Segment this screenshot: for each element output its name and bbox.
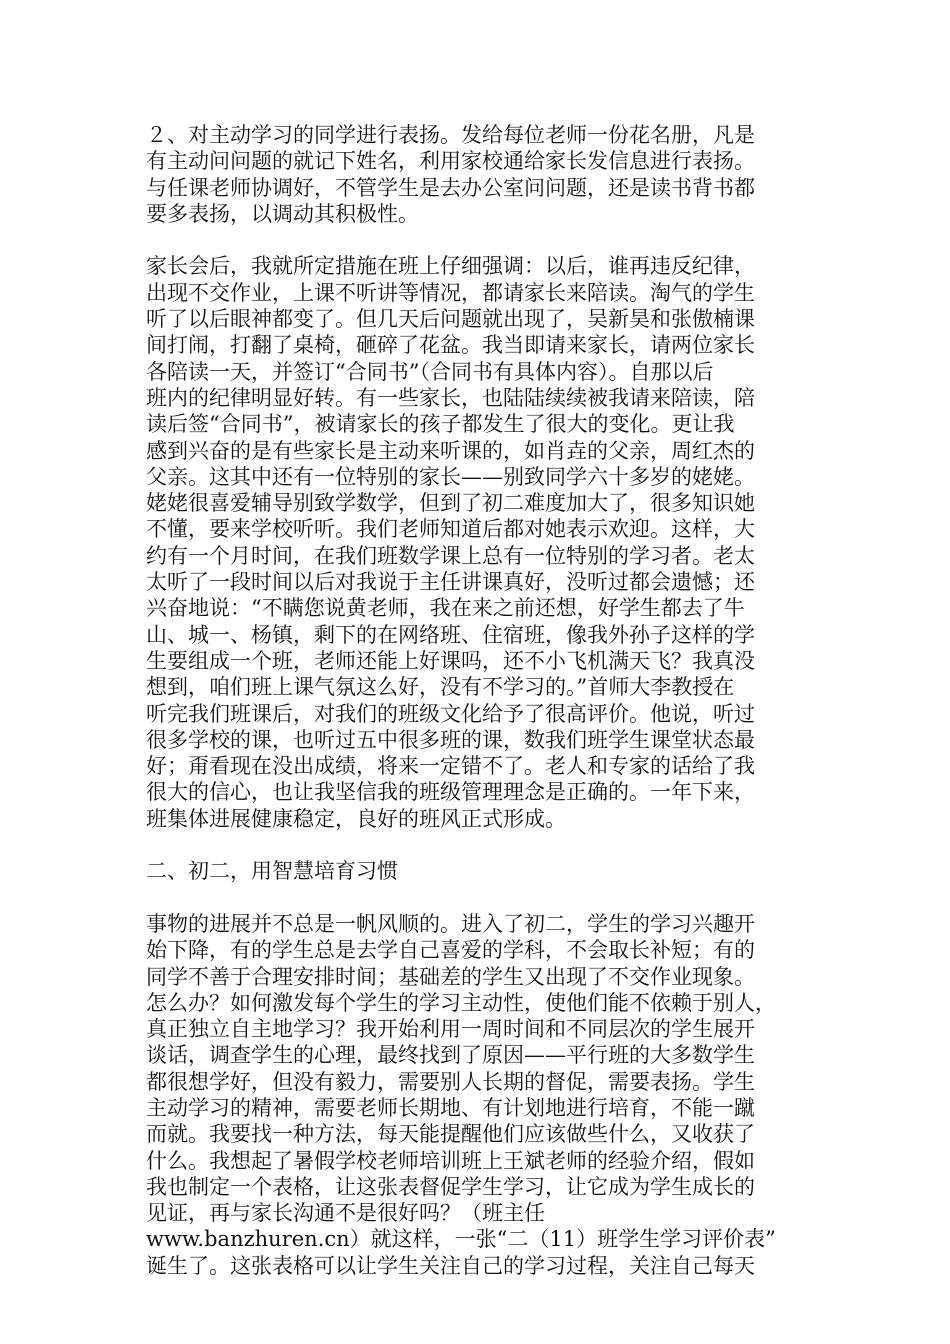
text-line: 很多学校的课，也听过五中很多班的课，数我们班学生课堂状态最 — [146, 727, 755, 752]
text-line: 同学不善于合理安排时间；基础差的学生又出现了不交作业现象。 — [146, 964, 755, 989]
text-line: 想到，咱们班上课气氛这么好，没有不学习的。”首师大李教授在 — [146, 675, 735, 700]
text-line: 生要组成一个班，老师还能上好课吗，还不小飞机满天飞？我真没 — [146, 648, 755, 673]
text-line: 间打闹，打翻了桌椅，砸碎了花盆。我当即请来家长，请两位家长 — [146, 333, 755, 358]
text-line: 好；甭看现在没出成绩，将来一定错不了。老人和专家的话给了我 — [146, 754, 755, 779]
text-line: 出现不交作业，上课不听讲等情况，都请家长来陪读。淘气的学生 — [146, 280, 755, 305]
paragraph-gap — [146, 227, 806, 253]
text-line: 不懂，要来学校听听。我们老师知道后都对她表示欢迎。这样，大 — [146, 517, 755, 542]
paragraph-3 — [146, 911, 806, 1279]
paragraph-gap — [146, 832, 806, 858]
text-line: 诞生了。这张表格可以让学生关注自己的学习过程，关注自己每天 — [146, 1253, 755, 1278]
text-line: 怎么办？如何激发每个学生的学习主动性，使他们能不依赖于别人， — [146, 990, 776, 1015]
text-line: 事物的进展并不总是一帆风顺的。进入了初二，学生的学习兴趣开 — [146, 911, 755, 936]
text-line: 太听了一段时间以后对我说于主任讲课真好，没听过都会遗憾；还 — [146, 570, 755, 595]
text-line: 姥姥很喜爱辅导别致学数学，但到了初二难度加大了，很多知识她 — [146, 491, 755, 516]
paragraph-1 — [146, 122, 806, 227]
text-line: 始下降，有的学生总是去学自己喜爱的学科，不会取长补短；有的 — [146, 938, 755, 963]
text-line: 兴奋地说：“不瞒您说黄老师，我在来之前还想，好学生都去了牛 — [146, 596, 745, 621]
text-line: 班集体进展健康稳定，良好的班风正式形成。 — [146, 806, 566, 831]
text-line: 班内的纪律明显好转。有一些家长，也陆陆续续被我请来陪读，陪 — [146, 385, 755, 410]
text-line: 要多表扬，以调动其积极性。 — [146, 201, 419, 226]
text-line: 读后签“合同书”，被请家长的孩子都发生了很大的变化。更让我 — [146, 412, 735, 437]
text-line: 真正独立自主地学习？我开始利用一周时间和不同层次的学生展开 — [146, 1017, 755, 1042]
text-line: 有主动问问题的就记下姓名，利用家校通给家长发信息进行表扬。 — [146, 149, 755, 174]
text-line: 山、城一、杨镇，剩下的在网络班、住宿班，像我外孙子这样的学 — [146, 622, 755, 647]
text-line: 谈话，调查学生的心理，最终找到了原因——平行班的大多数学生 — [146, 1043, 755, 1068]
text-line: 我也制定一个表格，让这张表督促学生学习，让它成为学生成长的 — [146, 1174, 755, 1199]
text-line: 各陪读一天，并签订“合同书”（合同书有具体内容）。自那以后 — [146, 359, 714, 384]
text-line: 都很想学好，但没有毅力，需要别人长期的督促，需要表扬。学生 — [146, 1069, 755, 1094]
text-line: 听完我们班课后，对我们的班级文化给予了很高评价。他说，听过 — [146, 701, 755, 726]
text-line: 主动学习的精神，需要老师长期地、有计划地进行培育，不能一蹴 — [146, 1095, 755, 1120]
document-page — [146, 122, 806, 1279]
text-line: 与任课老师协调好，不管学生是去办公室问问题，还是读书背书都 — [146, 175, 755, 200]
text-line: 感到兴奋的是有些家长是主动来听课的，如肖垚的父亲，周红杰的 — [146, 438, 755, 463]
text-line: 很大的信心，也让我坚信我的班级管理理念是正确的。一年下来， — [146, 780, 755, 805]
text-line: 家长会后，我就所定措施在班上仔细强调：以后，谁再违反纪律， — [146, 254, 755, 279]
text-line: 而就。我要找一种方法，每天能提醒他们应该做些什么，又收获了 — [146, 1122, 755, 1147]
text-line: ２、对主动学习的同学进行表扬。发给每位老师一份花名册，凡是 — [146, 123, 755, 147]
text-line: 见证，再与家长沟通不是很好吗？（班主任 — [146, 1201, 545, 1226]
paragraph-2 — [146, 253, 806, 832]
section-heading: 二、初二，用智慧培育习惯 — [146, 859, 398, 884]
text-line: 约有一个月时间，在我们班数学课上总有一位特别的学习者。老太 — [146, 543, 755, 568]
text-line: 父亲。这其中还有一位特别的家长——别致同学六十多岁的姥姥。 — [146, 464, 755, 489]
text-line: 什么。我想起了暑假学校老师培训班上王斌老师的经验介绍，假如 — [146, 1148, 755, 1173]
text-line: www.banzhuren.cn）就这样，一张“二（11）班学生学习评价表” — [146, 1227, 776, 1252]
paragraph-gap — [146, 885, 806, 911]
text-line: 听了以后眼神都变了。但几天后问题就出现了，吴新昊和张傲楠课 — [146, 307, 755, 332]
